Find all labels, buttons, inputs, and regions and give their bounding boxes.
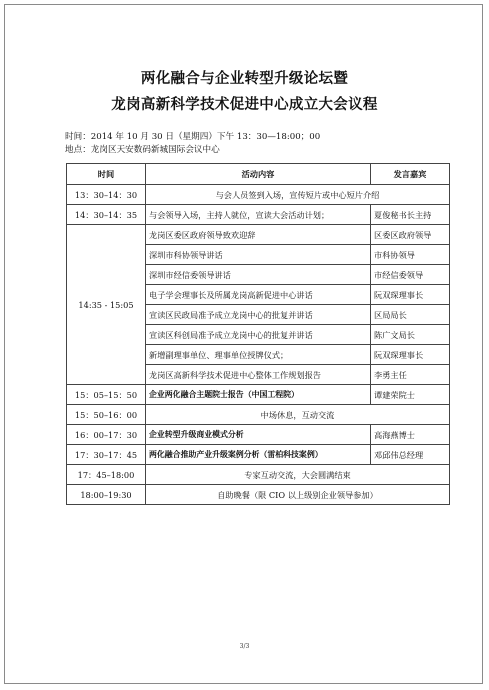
row-time: 17：30–17：45 bbox=[67, 445, 146, 465]
row-content: 电子学会理事长及所属龙岗高新促进中心讲话 bbox=[146, 285, 371, 305]
row-content: 与会人员签到入场，宣传短片或中心短片介绍 bbox=[146, 185, 450, 205]
row-content: 宣读区民政局准予成立龙岗中心的批复并讲话 bbox=[146, 305, 371, 325]
row-time: 17：45–18:00 bbox=[67, 465, 146, 485]
header-guest: 发言嘉宾 bbox=[371, 164, 450, 185]
row-guest: 区委区政府领导 bbox=[371, 225, 450, 245]
row-content: 深圳市科协领导讲话 bbox=[146, 245, 371, 265]
row-time: 16：00–17：30 bbox=[67, 425, 146, 445]
event-place: 地点：龙岗区天安数码新城国际会议中心 bbox=[65, 145, 220, 155]
row-guest: 市经信委领导 bbox=[371, 265, 450, 285]
table-row bbox=[67, 405, 450, 425]
table-row bbox=[67, 465, 450, 485]
row-content: 企业转型升级商业模式分析 bbox=[146, 425, 371, 445]
event-time: 时间：2014 年 10 月 30 日（星期四）下午 13：30—18:00；00 bbox=[65, 132, 321, 142]
title-line-1: 两化融合与企业转型升级论坛暨 bbox=[140, 71, 349, 87]
row-content: 专家互动交流，大会圆满结束 bbox=[146, 465, 450, 485]
row-content: 宣读区科创局准予成立龙岗中心的批复并讲话 bbox=[146, 325, 371, 345]
row-guest: 夏俊秘书长主持 bbox=[371, 205, 450, 225]
row-content: 深圳市经信委领导讲话 bbox=[146, 265, 371, 285]
table-header-row bbox=[67, 164, 450, 185]
row-content: 企业两化融合主题院士报告（中国工程院） bbox=[146, 385, 371, 405]
row-time: 15：05–15：50 bbox=[67, 385, 146, 405]
row-time: 13：30–14：30 bbox=[67, 185, 146, 205]
row-content: 两化融合推助产业升级案例分析（雷柏科技案例） bbox=[146, 445, 371, 465]
row-guest: 李勇主任 bbox=[371, 365, 450, 385]
row-time: 14：30–14：35 bbox=[67, 205, 146, 225]
table-row bbox=[67, 445, 450, 465]
document-page bbox=[4, 4, 483, 684]
table-row bbox=[67, 485, 450, 505]
row-content: 龙岗区委区政府领导致欢迎辞 bbox=[146, 225, 371, 245]
header-content: 活动内容 bbox=[146, 164, 371, 185]
table-row bbox=[67, 225, 450, 245]
row-guest: 陈广文局长 bbox=[371, 325, 450, 345]
table-row bbox=[67, 185, 450, 205]
page-number: 3/3 bbox=[239, 643, 250, 650]
row-guest: 阮双琛理事长 bbox=[371, 345, 450, 365]
row-guest: 高海燕博士 bbox=[371, 425, 450, 445]
row-content: 龙岗区高新科学技术促进中心整体工作规划报告 bbox=[146, 365, 371, 385]
row-guest: 市科协领导 bbox=[371, 245, 450, 265]
row-content: 自助晚餐（限 CIO 以上级别企业领导参加） bbox=[146, 485, 450, 505]
row-time-merged: 14:35 - 15:05 bbox=[67, 225, 146, 385]
row-guest: 谭建荣院士 bbox=[371, 385, 450, 405]
row-content: 中场休息，互动交流 bbox=[146, 405, 450, 425]
table-row bbox=[67, 385, 450, 405]
row-content: 与会领导入场，主持人就位，宣读大会活动计划； bbox=[146, 205, 371, 225]
row-time: 18:00–19:30 bbox=[67, 485, 146, 505]
row-guest: 阮双琛理事长 bbox=[371, 285, 450, 305]
agenda-table bbox=[66, 163, 450, 505]
row-time: 15：50–16：00 bbox=[67, 405, 146, 425]
row-guest: 邓邱伟总经理 bbox=[371, 445, 450, 465]
table-row bbox=[67, 205, 450, 225]
header-time: 时间 bbox=[67, 164, 146, 185]
row-content: 新增副理事单位、理事单位授牌仪式； bbox=[146, 345, 371, 365]
table-row bbox=[67, 425, 450, 445]
row-guest: 区局局长 bbox=[371, 305, 450, 325]
title-line-2: 龙岗高新科学技术促进中心成立大会议程 bbox=[111, 97, 378, 113]
